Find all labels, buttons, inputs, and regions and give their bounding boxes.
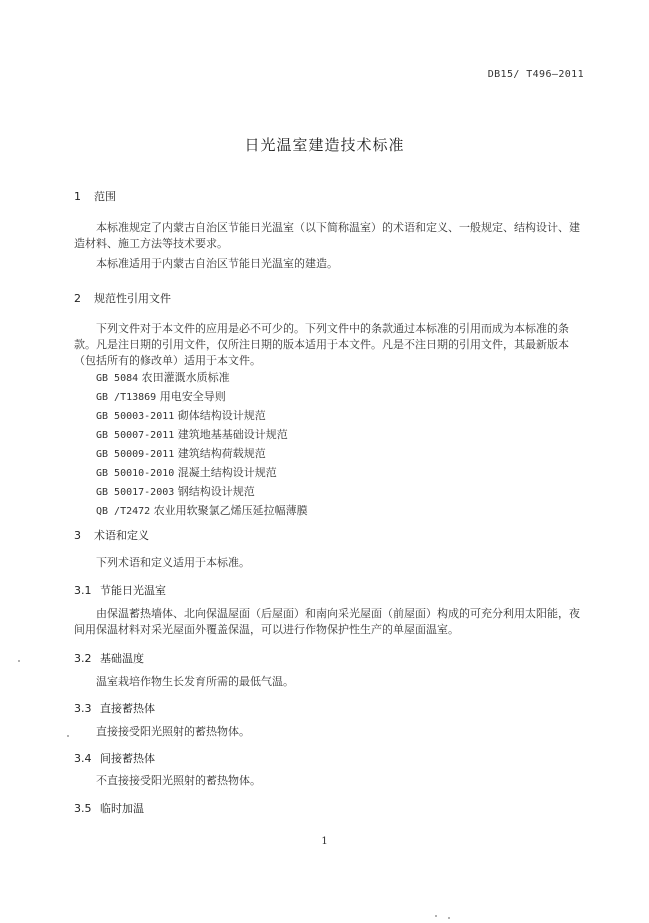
reference-item [96, 369, 308, 388]
reference-code: GB 50003-2011 [96, 411, 175, 422]
paragraph-text: 本标准适用于内蒙古自治区节能日光温室的建造。 [96, 257, 338, 270]
section-1-paragraph-1 [74, 220, 584, 252]
reference-code: GB 50017-2003 [96, 487, 175, 498]
reference-item [96, 388, 308, 407]
reference-code: GB /T13869 [96, 392, 157, 403]
section-3-2-paragraph [74, 674, 584, 690]
section-number: 2 [74, 292, 81, 305]
reference-name: 用电安全导则 [159, 390, 226, 403]
section-number: 3 [74, 529, 81, 542]
section-title: 节能日光温室 [100, 584, 166, 597]
scan-speck [448, 917, 450, 919]
section-2-heading [74, 290, 171, 306]
section-3-heading [74, 527, 149, 543]
section-title: 规范性引用文件 [94, 292, 171, 305]
paragraph-text: 温室栽培作物生长发育所需的最低气温。 [96, 675, 294, 688]
standard-code: DB15/ T496—2011 [487, 69, 584, 80]
section-number: 3.1 [74, 584, 92, 597]
section-number: 3.2 [74, 652, 92, 665]
reference-name: 农田灌溉水质标准 [141, 371, 230, 384]
section-number: 1 [74, 190, 81, 203]
scan-speck [67, 735, 69, 737]
reference-code: GB 50010-2010 [96, 468, 175, 479]
reference-item [96, 426, 308, 445]
reference-name: 混凝土结构设计规范 [177, 466, 277, 479]
reference-code: GB 50007-2011 [96, 430, 175, 441]
reference-item [96, 483, 308, 502]
section-3-4-paragraph [74, 773, 584, 789]
section-title: 范围 [94, 190, 116, 203]
reference-name: 砌体结构设计规范 [177, 409, 266, 422]
document-title: 日光温室建造技术标准 [244, 136, 405, 154]
scan-speck [18, 660, 20, 662]
section-title: 术语和定义 [94, 529, 149, 542]
reference-name: 建筑地基基础设计规范 [177, 428, 288, 441]
section-3-4-heading [74, 750, 155, 766]
reference-item [96, 464, 308, 483]
section-number: 3.5 [74, 802, 92, 815]
section-3-2-heading [74, 650, 144, 666]
section-title: 直接蓄热体 [100, 702, 155, 715]
reference-code: GB 5084 [96, 373, 139, 384]
section-3-1-heading [74, 582, 166, 598]
reference-code: GB 50009-2011 [96, 449, 175, 460]
section-1-paragraph-2 [74, 256, 584, 272]
section-title: 间接蓄热体 [100, 752, 155, 765]
section-title: 临时加温 [100, 802, 144, 815]
reference-item [96, 502, 308, 521]
reference-name: 建筑结构荷载规范 [177, 447, 266, 460]
section-number: 3.4 [74, 752, 92, 765]
normative-references-list [96, 369, 308, 521]
paragraph-text: 由保温蓄热墙体、北向保温屋面（后屋面）和南向采光屋面（前屋面）构成的可充分利用太阳能，夜间用保温材料对采光屋面外覆盖保温，可以进行作物保护性生产的单屋面温室。 [74, 607, 580, 636]
paragraph-text: 下列术语和定义适用于本标准。 [96, 556, 250, 569]
reference-name: 钢结构设计规范 [177, 485, 255, 498]
paragraph-text: 下列文件对于本文件的应用是必不可少的。下列文件中的条款通过本标准的引用而成为本标准的条款。凡是注日期的引用文件，仅所注日期的版本适用于本文件。凡是不注日期的引用文件，其最新版本（包括所有的修改单）适用于本文件。 [74, 322, 569, 367]
reference-item [96, 407, 308, 426]
reference-code: QB /T2472 [96, 506, 151, 517]
reference-item [96, 445, 308, 464]
section-3-1-paragraph [74, 606, 584, 638]
scan-speck [435, 915, 437, 917]
section-2-paragraph-1 [74, 321, 584, 369]
section-3-3-heading [74, 700, 155, 716]
section-title: 基础温度 [100, 652, 144, 665]
section-3-paragraph-1 [74, 555, 584, 571]
section-1-heading [74, 188, 116, 204]
paragraph-text: 不直接接受阳光照射的蓄热物体。 [96, 774, 261, 787]
paragraph-text: 直接接受阳光照射的蓄热物体。 [96, 725, 250, 738]
section-3-5-heading [74, 800, 144, 816]
section-number: 3.3 [74, 702, 92, 715]
reference-name: 农业用软聚氯乙烯压延拉幅薄膜 [153, 504, 308, 517]
page-number: 1 [321, 836, 328, 847]
section-3-3-paragraph [74, 724, 584, 740]
paragraph-text: 本标准规定了内蒙古自治区节能日光温室（以下简称温室）的术语和定义、一般规定、结构设计、建造材料、施工方法等技术要求。 [74, 221, 580, 250]
